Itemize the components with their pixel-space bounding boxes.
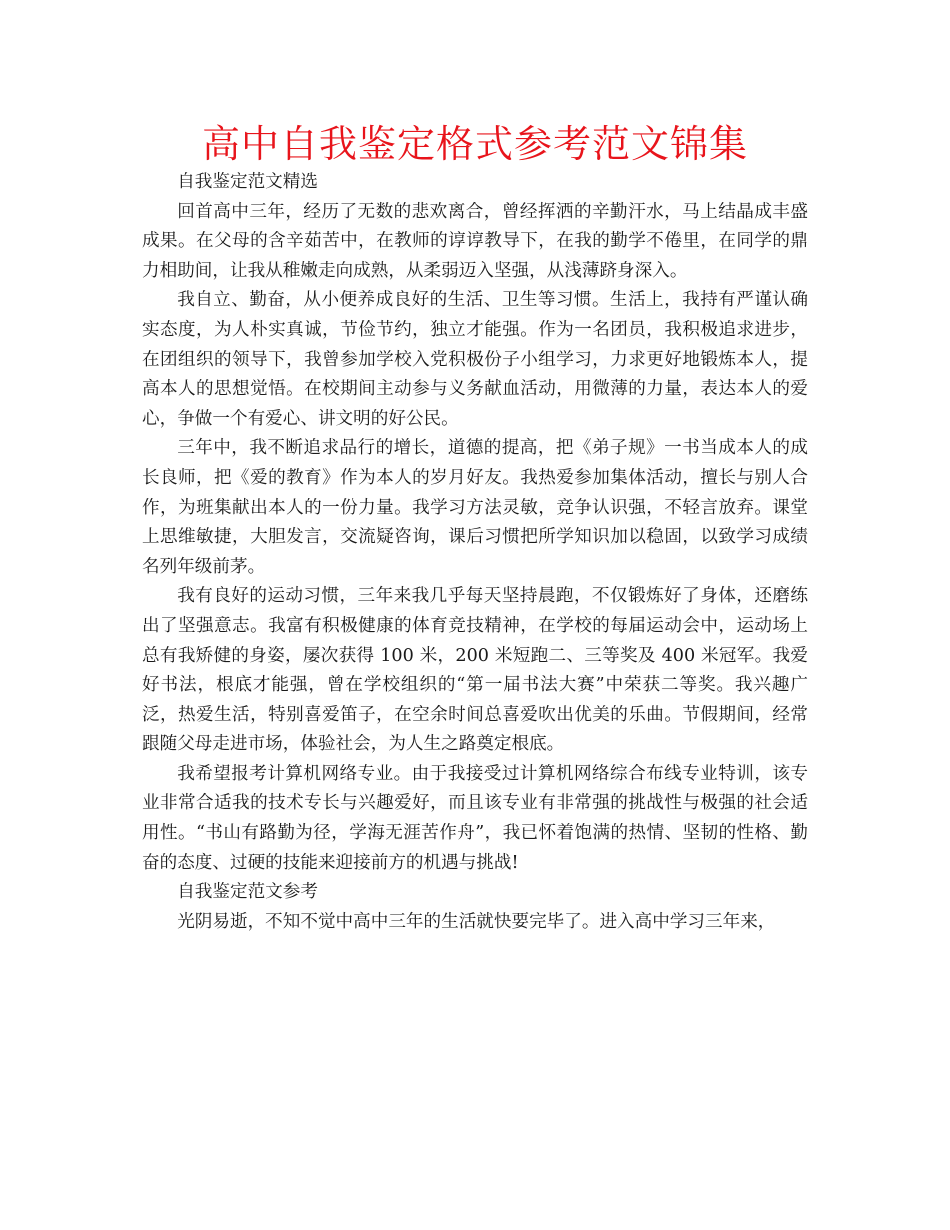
section-heading-selected: 自我鉴定范文精选 <box>177 172 318 192</box>
paragraph-character: 我自立、勤奋，从小便养成良好的生活、卫生等习惯。生活上，我持有严谨认确实态度，为人朴实真诚，节俭节约，独立才能强。作为一名团员，我积极追求进步，在团组织的领导下，我曾参加学校入党积极份子小组学习，力求更好地锻炼本人，提高本人的思想觉悟。在校期间主动参与义务献血活动，用微薄的力量，表达本人的爱心，争做一个有爱心、讲文明的好公民。 <box>142 290 808 429</box>
document-title: 高中自我鉴定格式参考范文锦集 <box>201 122 748 166</box>
paragraph-study: 三年中，我不断追求品行的增长，道德的提高，把《弟子规》一书当成本人的成长良师，把《爱的教育》作为本人的岁月好友。我热爱参加集体活动，擅长与别人合作，为班集献出本人的一份力量。我学习方法灵敏，竞争认识强，不轻言放弃。课堂上思维敏捷，大胆发言，交流疑咨询，课后习惯把所学知识加以稳固，以致学习成绩名列年级前茅。 <box>142 438 808 577</box>
paragraph-major: 我希望报考计算机网络专业。由于我接受过计算机网络综合布线专业特训，该专业非常合适我的技术专长与兴趣爱好，而且该专业有非常强的挑战性与极强的社会适用性。“书山有路勤为径，学海无涯苦作舟”，我已怀着饱满的热情、坚韧的性格、勤奋的态度、过硬的技能来迎接前方的机遇与挑战! <box>142 763 808 873</box>
paragraph-intro: 回首高中三年，经历了无数的悲欢离合，曾经挥洒的辛勤汗水，马上结晶成丰盛成果。在父母的含辛茹苦中，在教师的谆谆教导下，在我的勤学不倦里，在同学的鼎力相助间，让我从稚嫩走向成熟，从柔弱迈入坚强，从浅薄跻身深入。 <box>142 201 808 281</box>
paragraph-sports: 我有良好的运动习惯，三年来我几乎每天坚持晨跑，不仅锻炼好了身体，还磨练出了坚强意志。我富有积极健康的体育竞技精神，在学校的每届运动会中，运动场上总有我矫健的身姿，屡次获得 100 米，200 米短跑二、三等奖及 400 米冠军。我爱好书法，根底才能强，曾在学校组织的“第一届书法大赛”中荣获二等奖。我兴趣广泛，热爱生活，特别喜爱笛子，在空余时间总喜爱吹出优美的乐曲。节假期间，经常跟随父母走进市场，体验社会，为人生之路奠定根底。 <box>142 586 808 755</box>
paragraph-reference-start: 光阴易逝，不知不觉中高中三年的生活就快要完毕了。进入高中学习三年来， <box>177 911 776 932</box>
document-body <box>142 168 808 937</box>
section-heading-reference: 自我鉴定范文参考 <box>177 882 318 903</box>
